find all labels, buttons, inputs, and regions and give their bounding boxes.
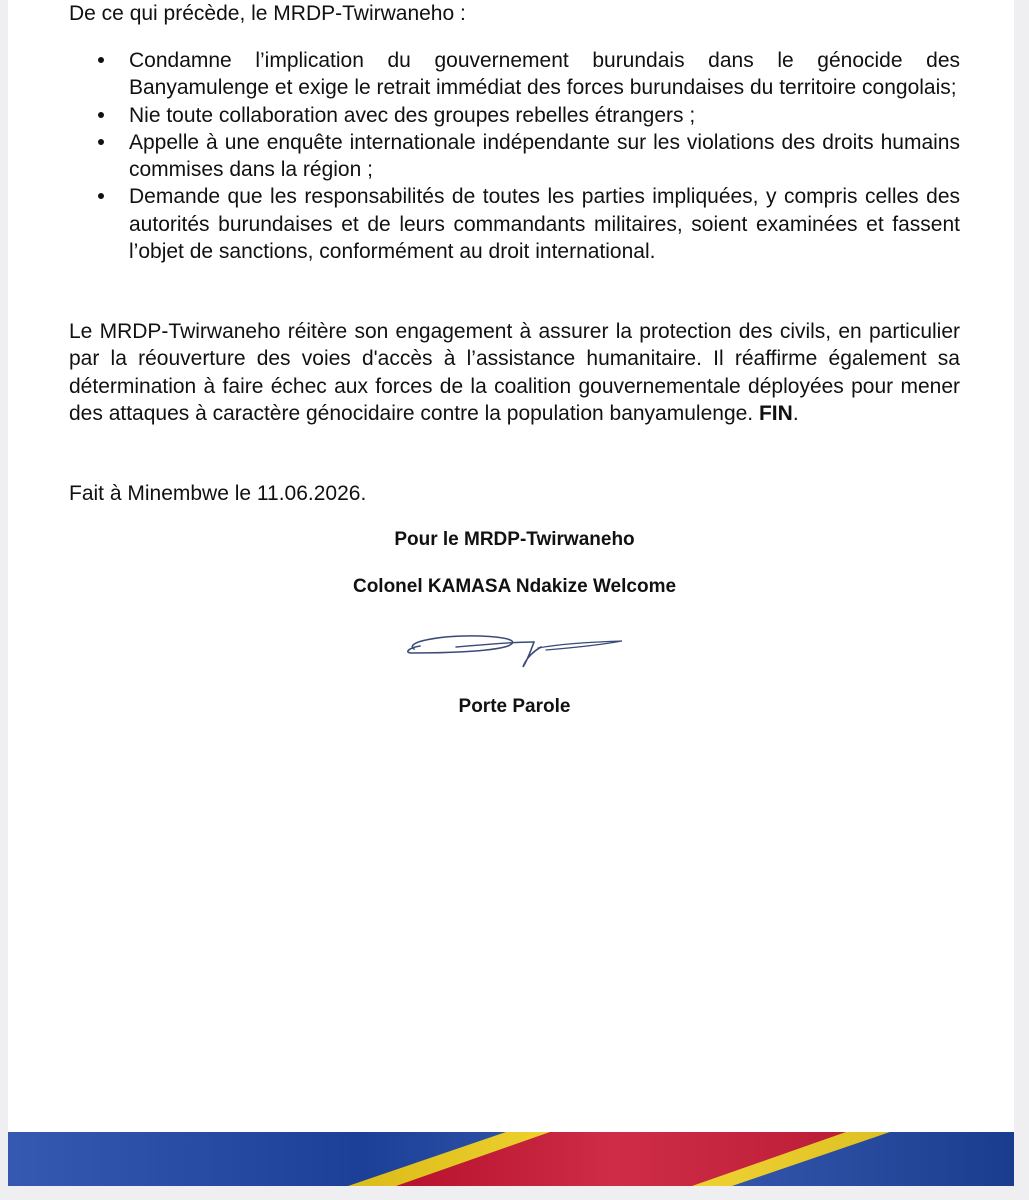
fin-marker: FIN [758, 401, 793, 425]
list-item [69, 47, 960, 102]
handwritten-signature [400, 628, 625, 674]
bullet-icon [98, 112, 104, 118]
bullet-icon [98, 57, 104, 63]
place-date: Fait à Minembwe le 11.06.2026. [69, 482, 367, 505]
list-item [69, 183, 960, 265]
document-page [8, 0, 1014, 1186]
list-item [69, 129, 960, 184]
list-item-text: Appelle à une enquête internationale indépendante sur les violations des droits humains commises dans la région ; [129, 130, 960, 182]
signature-stroke [538, 641, 622, 650]
list-item [69, 102, 960, 129]
signature-stroke [408, 636, 513, 653]
signatory-role: Porte Parole [458, 696, 571, 717]
flag-shading [8, 1132, 1014, 1186]
list-item-text: Demande que les responsabilités de toutes les parties impliquées, y compris celles des autorités burundaises et de leurs commandants militaires, soient examinées et fassent l’objet de sanctions, conformément au droit international. [129, 185, 960, 264]
signatory-organization: Pour le MRDP-Twirwaneho [394, 529, 635, 550]
signature-stroke [523, 642, 541, 667]
bullet-icon [98, 139, 104, 145]
drc-flag-banner [8, 1132, 1014, 1186]
demands-list [69, 47, 960, 265]
list-item-text: Nie toute collaboration avec des groupes rebelles étrangers ; [129, 103, 696, 127]
signature-stroke [456, 642, 534, 647]
signatory-name: Colonel KAMASA Ndakize Welcome [352, 576, 677, 597]
bullet-icon [98, 193, 104, 199]
intro-text: De ce qui précède, le MRDP-Twirwaneho : [69, 2, 466, 25]
list-item-text: Condamne l’implication du gouvernement burundais dans le génocide des Banyamulenge et exige le retrait immédiat des forces burundaises du territoire congolais; [129, 49, 960, 100]
closing-paragraph: Le MRDP-Twirwaneho réitère son engagement à assurer la protection des civils, en particulier par la réouverture des voies d'accès à l’assistance humanitaire. Il réaffirme également sa détermination à faire échec aux forces de la coalition gouvernementale déployées pour mener des attaques à caractère génocidaire contre la population banyamulenge. FIN. [69, 320, 960, 425]
closing-paragraph-text: Le MRDP-Twirwaneho réitère son engagement à assurer la protection des civils, en particulier par la réouverture des voies d'accès à l’assistance humanitaire. Il réaffirme également sa détermination à faire échec aux forces de la coalition gouvernementale déployées pour mener des attaques à caractère génocidaire contre la population banyamulenge. [69, 320, 960, 425]
